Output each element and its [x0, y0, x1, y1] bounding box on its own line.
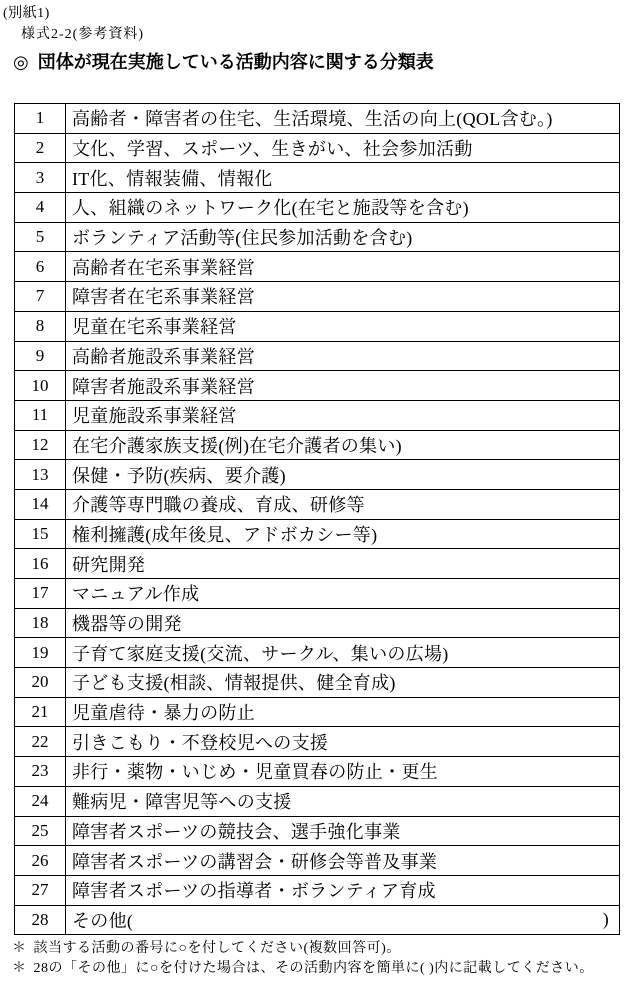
row-activity-cell: 難病児・障害児等への支援: [66, 786, 620, 816]
row-number-cell: 1: [15, 104, 66, 134]
row-number-cell: 6: [15, 252, 66, 282]
row-activity-cell: 児童施設系事業経営: [66, 400, 620, 430]
form-label: 様式2-2(参考資料): [21, 27, 144, 42]
row-activity-cell: 保健・予防(疾病、要介護): [66, 460, 620, 490]
row-activity-cell: 障害者施設系事業経営: [66, 371, 620, 401]
table-row: [15, 104, 620, 134]
row-activity-cell: IT化、情報装備、情報化: [66, 163, 620, 193]
row-activity-cell: 児童虐待・暴力の防止: [66, 697, 620, 727]
footnotes: [12, 939, 627, 979]
page-title: [13, 50, 434, 74]
row-number-cell: 13: [15, 460, 66, 490]
table-row: [15, 400, 620, 430]
row-number-cell: 23: [15, 757, 66, 787]
table-row: [15, 668, 620, 698]
table-row: [15, 549, 620, 579]
table-row: [15, 193, 620, 223]
table-row: [15, 905, 620, 935]
other-label: その他(: [72, 910, 134, 931]
row-activity-cell: 権利擁護(成年後見、アドボカシー等): [66, 519, 620, 549]
table-row: [15, 757, 620, 787]
row-number-cell: 25: [15, 816, 66, 846]
footnote: [12, 959, 627, 979]
page-title-text: 団体が現在実施している活動内容に関する分類表: [37, 52, 434, 72]
row-number-cell: 14: [15, 489, 66, 519]
classification-table: [14, 103, 620, 935]
row-number-cell: 21: [15, 697, 66, 727]
row-number-cell: 22: [15, 727, 66, 757]
other-activity-entry: [72, 907, 619, 933]
footnote: [12, 939, 627, 959]
table-row: [15, 608, 620, 638]
row-number-cell: 11: [15, 400, 66, 430]
row-activity-cell: 人、組織のネットワーク化(在宅と施設等を含む): [66, 193, 620, 223]
table-row: [15, 222, 620, 252]
table-row: [15, 252, 620, 282]
table-row: [15, 875, 620, 905]
row-activity-cell: 障害者在宅系事業経営: [66, 282, 620, 312]
row-number-cell: 3: [15, 163, 66, 193]
table-row: [15, 311, 620, 341]
footnote-mark: ＊: [12, 961, 27, 976]
table-row: [15, 638, 620, 668]
row-number-cell: 19: [15, 638, 66, 668]
row-number-cell: 27: [15, 875, 66, 905]
table-row: [15, 786, 620, 816]
row-number-cell: 26: [15, 846, 66, 876]
table-row: [15, 846, 620, 876]
row-activity-cell: 高齢者施設系事業経営: [66, 341, 620, 371]
row-number-cell: 17: [15, 579, 66, 609]
row-number-cell: 18: [15, 608, 66, 638]
row-activity-cell: マニュアル作成: [66, 579, 620, 609]
row-activity-cell: 障害者スポーツの競技会、選手強化事業: [66, 816, 620, 846]
row-number-cell: 8: [15, 311, 66, 341]
row-activity-cell: 高齢者・障害者の住宅、生活環境、生活の向上(QOL含む。): [66, 104, 620, 134]
row-activity-cell: 在宅介護家族支援(例)在宅介護者の集い): [66, 430, 620, 460]
attachment-label: (別紙1): [3, 6, 50, 21]
row-number-cell: 10: [15, 371, 66, 401]
table-row: [15, 341, 620, 371]
table-row: [15, 282, 620, 312]
footnote-mark: ＊: [12, 941, 27, 956]
classification-table-body: [15, 104, 620, 935]
row-activity-cell: 子育て家庭支援(交流、サークル、集いの広場): [66, 638, 620, 668]
table-row: [15, 697, 620, 727]
footnote-text: 該当する活動の番号に○を付してください(複数回答可)。: [33, 941, 401, 956]
row-activity-cell: 非行・薬物・いじめ・児童買春の防止・更生: [66, 757, 620, 787]
other-close-paren: ): [602, 909, 609, 930]
table-row: [15, 133, 620, 163]
row-activity-cell: 子ども支援(相談、情報提供、健全育成): [66, 668, 620, 698]
table-row: [15, 816, 620, 846]
table-row: [15, 460, 620, 490]
row-activity-cell: 障害者スポーツの講習会・研修会等普及事業: [66, 846, 620, 876]
row-activity-cell: 高齢者在宅系事業経営: [66, 252, 620, 282]
table-row: [15, 430, 620, 460]
row-number-cell: 12: [15, 430, 66, 460]
row-number-cell: 28: [15, 905, 66, 935]
row-number-cell: 24: [15, 786, 66, 816]
row-activity-cell: 介護等専門職の養成、育成、研修等: [66, 489, 620, 519]
row-activity-cell: 引きこもり・不登校児への支援: [66, 727, 620, 757]
row-activity-cell: ボランティア活動等(住民参加活動を含む): [66, 222, 620, 252]
table-row: [15, 489, 620, 519]
table-row: [15, 371, 620, 401]
row-activity-cell: 文化、学習、スポーツ、生きがい、社会参加活動: [66, 133, 620, 163]
row-number-cell: 15: [15, 519, 66, 549]
row-activity-cell: 児童在宅系事業経営: [66, 311, 620, 341]
table-row: [15, 727, 620, 757]
row-number-cell: 9: [15, 341, 66, 371]
row-activity-cell: 機器等の開発: [66, 608, 620, 638]
row-activity-cell: 障害者スポーツの指導者・ボランティア育成: [66, 875, 620, 905]
row-activity-cell: [66, 905, 620, 935]
table-row: [15, 579, 620, 609]
row-number-cell: 2: [15, 133, 66, 163]
row-number-cell: 4: [15, 193, 66, 223]
row-number-cell: 7: [15, 282, 66, 312]
title-mark-icon: ◎: [13, 52, 29, 72]
row-number-cell: 16: [15, 549, 66, 579]
row-number-cell: 20: [15, 668, 66, 698]
table-row: [15, 163, 620, 193]
row-number-cell: 5: [15, 222, 66, 252]
row-activity-cell: 研究開発: [66, 549, 620, 579]
footnote-text: 28の「その他」に○を付けた場合は、その活動内容を簡単に( )内に記載してください。: [33, 961, 594, 976]
table-row: [15, 519, 620, 549]
